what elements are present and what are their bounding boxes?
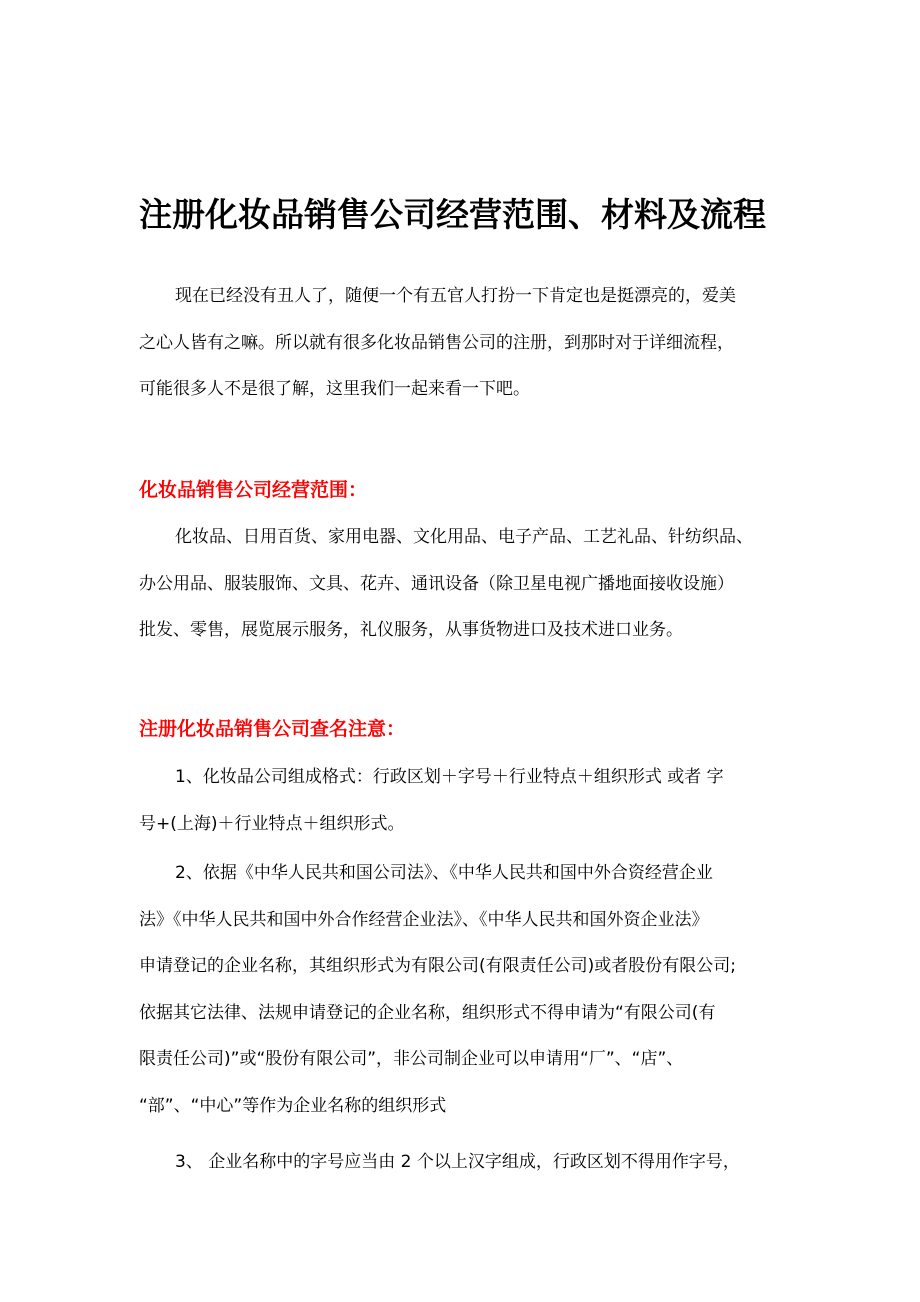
naming-heading: 注册化妆品销售公司查名注意： xyxy=(139,718,406,740)
naming-item-2-line: “部”、“中心”等作为企业名称的组织形式 xyxy=(139,1095,447,1116)
naming-item-1-line: 1、化妆品公司组成格式：行政区划＋字号＋行业特点＋组织形式 或者 字 xyxy=(175,767,724,787)
scope-paragraph xyxy=(139,514,799,654)
document-title: 注册化妆品销售公司经营范围、材料及流程 xyxy=(139,195,766,234)
scope-line: 办公用品、服装服饰、文具、花卉、通讯设备（除卫星电视广播地面接收设施） xyxy=(139,573,734,594)
scope-line: 批发、零售，展览展示服务，礼仪服务，从事货物进口及技术进口业务。 xyxy=(139,620,683,640)
naming-item-3 xyxy=(139,1139,799,1186)
intro-line: 现在已经没有丑人了，随便一个有五官人打扮一下肯定也是挺漂亮的，爱美 xyxy=(175,286,736,306)
intro-line: 之心人皆有之嘛。所以就有很多化妆品销售公司的注册，到那时对于详细流程， xyxy=(139,332,734,353)
intro-line: 可能很多人不是很了解，这里我们一起来看一下吧。 xyxy=(139,379,530,399)
naming-item-1-line: 号+(上海)＋行业特点＋组织形式。 xyxy=(139,813,405,834)
naming-item-2-line: 法》《中华人民共和国中外合作经营企业法》、《中华人民共和国外资企业法》 xyxy=(139,909,709,930)
scope-line: 化妆品、日用百货、家用电器、文化用品、电子产品、工艺礼品、针纺织品、 xyxy=(175,527,753,547)
naming-item-2-line: 限责任公司)”或“股份有限公司”，非公司制企业可以申请用“厂”、“店”、 xyxy=(139,1049,684,1069)
naming-item-1 xyxy=(139,754,799,847)
naming-item-2 xyxy=(139,850,799,1129)
naming-item-2-line: 依据其它法律、法规申请登记的企业名称，组织形式不得申请为“有限公司(有 xyxy=(139,1002,716,1023)
intro-paragraph xyxy=(139,273,799,413)
scope-heading: 化妆品销售公司经营范围： xyxy=(139,479,368,501)
naming-item-2-line: 2、依据《中华人民共和国公司法》、《中华人民共和国中外合资经营企业 xyxy=(175,863,713,883)
naming-item-3-line: 3、 企业名称中的字号应当由 2 个以上汉字组成，行政区划不得用作字号， xyxy=(175,1152,740,1172)
naming-item-2-line: 申请登记的企业名称，其组织形式为有限公司(有限责任公司)或者股份有限公司; xyxy=(139,956,736,976)
